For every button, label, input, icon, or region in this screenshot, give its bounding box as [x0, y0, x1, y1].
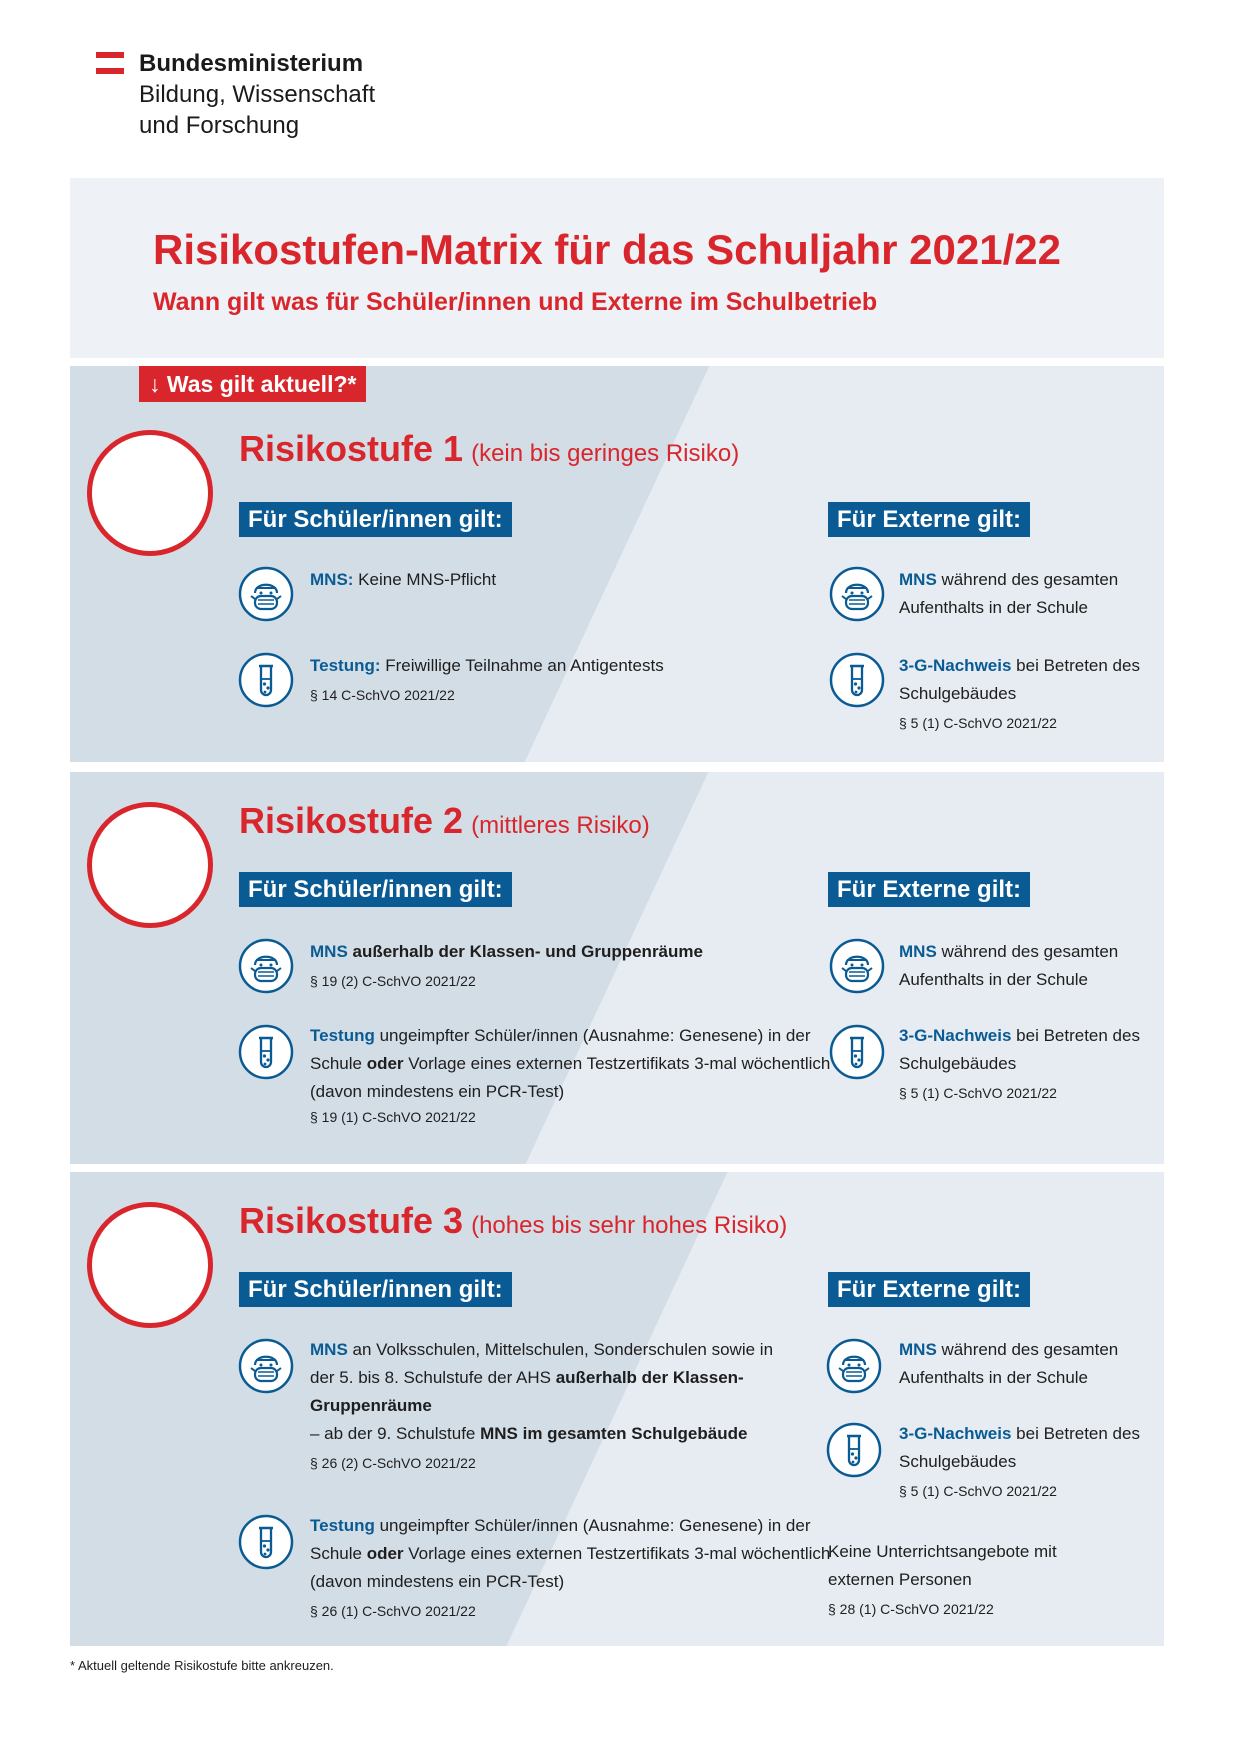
- level-1-title: [239, 428, 739, 470]
- level-1-subtitle: (kein bis geringes Risiko): [471, 440, 740, 467]
- test-tube-icon: [238, 1514, 294, 1570]
- logo-line-3: und Forschung: [139, 112, 300, 139]
- level-1-checkbox-circle[interactable]: [87, 430, 213, 556]
- level-2-externe-test-citation: § 5 (1) C-SchVO 2021/22: [899, 1085, 1057, 1101]
- students-label: Für Schüler/innen gilt:: [239, 1272, 512, 1307]
- test-tube-icon: [238, 1024, 294, 1080]
- mask-icon: [238, 1338, 294, 1394]
- austria-flag-logo: [96, 52, 124, 78]
- externe-label: Für Externe gilt:: [828, 872, 1030, 907]
- level-1-students-mns: MNS: Keine MNS-Pflicht: [310, 570, 497, 589]
- current-level-badge: ↓ Was gilt aktuell?*: [139, 366, 366, 402]
- level-2-students-mns: MNS außerhalb der Klassen- und Gruppenräume § 19 (2) C-SchVO 2021/22: [310, 938, 860, 992]
- level-3-externe-mns: MNS während des gesamten Aufenthalts in der Schule: [899, 1340, 1119, 1387]
- level-3-students-mns-citation: § 26 (2) C-SchVO 2021/22: [310, 1455, 476, 1471]
- risk-level-2-section: [70, 772, 1164, 1164]
- footnote: * Aktuell geltende Risikostufe bitte ankreuzen.: [70, 1658, 334, 1673]
- test-tube-icon: [829, 652, 885, 708]
- level-1-students-test-citation: § 14 C-SchVO 2021/22: [310, 687, 455, 703]
- level-3-subtitle: (hohes bis sehr hohes Risiko): [471, 1212, 788, 1239]
- level-2-checkbox-circle[interactable]: [87, 802, 213, 928]
- test-tube-icon: [238, 652, 294, 708]
- level-3-students-test: Testung ungeimpfter Schüler/innen (Ausnahme: Genesene) in der Schule oder Vorlage eines externen Testzertifikats 3-mal wöchentlich (davon mindestens ein PCR-Test) § 26 (1) C-SchVO 2021/22: [310, 1512, 865, 1622]
- level-2-students-test: Testung ungeimpfter Schüler/innen (Ausnahme: Genesene) in der Schule oder Vorlage eines externen Testzertifikats 3-mal wöchentlich (davon mindestens ein PCR-Test) § 19 (1) C-SchVO 2021/22: [310, 1022, 865, 1128]
- mask-icon: [238, 938, 294, 994]
- level-3-externe-test-citation: § 5 (1) C-SchVO 2021/22: [899, 1483, 1057, 1499]
- level-2-externe-test: 3-G-Nachweis bei Betreten des Schulgebäudes § 5 (1) C-SchVO 2021/22: [899, 1022, 1149, 1104]
- level-2-students-mns-citation: § 19 (2) C-SchVO 2021/22: [310, 973, 476, 989]
- level-3-title-text: Risikostufe 3: [239, 1200, 464, 1241]
- level-3-externe-extra-citation: § 28 (1) C-SchVO 2021/22: [828, 1601, 994, 1617]
- level-1-externe-test: 3-G-Nachweis bei Betreten des Schulgebäudes § 5 (1) C-SchVO 2021/22: [899, 652, 1149, 734]
- test-tube-icon: [826, 1422, 882, 1478]
- level-3-checkbox-circle[interactable]: [87, 1202, 213, 1328]
- ministry-logo-text: [139, 48, 375, 141]
- logo-line-1: Bundesministerium: [139, 50, 364, 77]
- students-label: Für Schüler/innen gilt:: [239, 502, 512, 537]
- mask-icon: [238, 566, 294, 622]
- level-3-students-mns: MNS an Volksschulen, Mittelschulen, Sonderschulen sowie in der 5. bis 8. Schulstufe der AHS außerhalb der Klassen-Gruppenräume – ab der 9. Schulstufe MNS im gesamten Schulgebäude § 26 (2) C-SchVO 2021/22: [310, 1336, 790, 1474]
- level-2-title: [239, 800, 650, 842]
- risk-level-1-section: [70, 366, 1164, 762]
- test-tube-icon: [829, 1024, 885, 1080]
- level-3-externe-test: 3-G-Nachweis bei Betreten des Schulgebäudes § 5 (1) C-SchVO 2021/22: [899, 1420, 1149, 1502]
- level-3-title: [239, 1200, 787, 1242]
- level-3-externe-extra: Keine Unterrichtsangebote mit externen Personen § 28 (1) C-SchVO 2021/22: [828, 1538, 1098, 1620]
- externe-label: Für Externe gilt:: [828, 502, 1030, 537]
- students-label: Für Schüler/innen gilt:: [239, 872, 512, 907]
- externe-label: Für Externe gilt:: [828, 1272, 1030, 1307]
- risk-level-3-section: [70, 1172, 1164, 1646]
- page-title: Risikostufen-Matrix für das Schuljahr 2021/22: [153, 226, 1061, 273]
- level-1-students-test: Testung: Freiwillige Teilnahme an Antigentests § 14 C-SchVO 2021/22: [310, 652, 850, 706]
- mask-icon: [829, 566, 885, 622]
- page-subtitle: Wann gilt was für Schüler/innen und Externe im Schulbetrieb: [153, 288, 878, 316]
- level-1-title-text: Risikostufe 1: [239, 428, 464, 469]
- level-3-students-test-citation: § 26 (1) C-SchVO 2021/22: [310, 1603, 476, 1619]
- mask-icon: [829, 938, 885, 994]
- logo-line-2: Bildung, Wissenschaft: [139, 81, 376, 108]
- level-2-students-test-citation: § 19 (1) C-SchVO 2021/22: [310, 1109, 476, 1125]
- level-2-externe-mns: MNS während des gesamten Aufenthalts in der Schule: [899, 942, 1119, 989]
- level-2-title-text: Risikostufe 2: [239, 800, 464, 841]
- mask-icon: [826, 1338, 882, 1394]
- level-1-externe-mns: MNS während des gesamten Aufenthalts in der Schule: [899, 570, 1119, 617]
- level-2-subtitle: (mittleres Risiko): [471, 812, 650, 839]
- level-1-externe-test-citation: § 5 (1) C-SchVO 2021/22: [899, 715, 1057, 731]
